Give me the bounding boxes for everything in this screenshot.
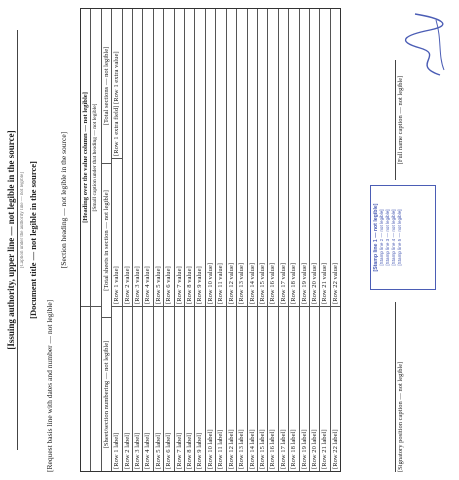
row-label: [Row 12 label] [227,306,236,471]
stamp-line-4: [Stamp line 4 — not legible] [391,209,396,266]
table-row [278,9,288,471]
row-value: [Row 19 value] [300,262,308,304]
table-row [257,9,267,471]
signatory-fullname-caption: [Full name caption — not legible] [395,60,404,180]
table-row [299,9,309,471]
table-row [319,9,329,471]
row-label: [Row 4 label] [143,306,152,471]
table-row [122,9,132,471]
row-value: [Row 10 value] [206,262,214,304]
row-label: [Row 18 label] [289,306,298,471]
row-label: [Row 11 label] [216,306,225,471]
table-row [226,9,236,471]
row-label: [Row 3 label] [133,306,142,471]
row-label: [Row 5 label] [154,306,163,471]
table-row [309,9,319,471]
table-row [194,9,204,471]
row-value: [Row 16 value] [269,262,277,304]
table-row [132,9,142,471]
row-value: [Row 9 value] [196,266,204,304]
stamp-line-5: [Stamp line 5 — not legible] [397,209,402,266]
table-row [247,9,257,471]
document-title: [Document title — not legible in the source] [28,161,38,319]
row-value: [Row 7 value] [175,266,183,304]
table-sheet-line [101,9,111,471]
issuer-caption: [Caption under the authority line — not legible] [20,172,25,268]
row-value: [Row 6 value] [165,266,173,304]
row-value: [Row 1 value] [112,158,121,306]
row-label: [Row 20 label] [310,306,319,471]
object-info-table [80,8,341,472]
total-sections-cell: [Total sections — not legible] [102,46,110,126]
table-header-room [81,9,90,471]
row-label: [Row 19 label] [300,306,309,471]
row-label: [Row 17 label] [279,306,288,471]
signatory-position-caption: [Signatory position caption — not legible] [395,302,404,472]
row-split [112,9,121,306]
row-label: [Row 8 label] [185,306,194,471]
row-value: [Row 5 value] [154,266,162,304]
row-label: [Row 22 label] [331,306,340,471]
table-header-kind-cell: [Small caption under that heading — not legible] [92,103,99,212]
row-value: [Row 21 value] [321,262,329,304]
table-row [205,9,215,471]
table-row [330,9,340,471]
table-header-kind-empty [91,306,100,471]
table-row [288,9,298,471]
section-heading: [Section heading — not legible in the source] [59,131,68,269]
table-row [267,9,277,471]
table-row [184,9,194,471]
handwritten-signature-icon [400,10,450,80]
row-label: [Row 1 label] [112,306,121,471]
row-value: [Row 22 value] [331,262,339,304]
stamp-line-2: [Stamp line 2 — not legible] [379,209,384,266]
table-header-kind [90,9,100,471]
sheet-section-cell: [Sheet/section numbering — not legible] [102,317,111,471]
row-value: [Row 4 value] [144,266,152,304]
table-row [163,9,173,471]
table-row [174,9,184,471]
row-label: [Row 16 label] [268,306,277,471]
row-value: [Row 15 value] [258,262,266,304]
row-label: [Row 10 label] [206,306,215,471]
row-value: [Row 8 value] [186,266,194,304]
table-row [215,9,225,471]
row-label: [Row 9 label] [195,306,204,471]
row-label: [Row 15 label] [258,306,267,471]
row-label: [Row 6 label] [164,306,173,471]
sheet-line-cells [102,9,111,471]
stamp-line-3: [Stamp line 3 — not legible] [385,209,390,266]
row-value: [Row 2 value] [123,266,131,304]
row-value: [Row 17 value] [279,262,287,304]
row-value: [Row 14 value] [248,262,256,304]
request-basis-line: [Request basis line with dates and number — not legible] [45,299,54,472]
total-sheets-section-cell: [Total sheets in section — not legible] [102,163,111,317]
row-value: [Row 3 value] [134,266,142,304]
row-value: [Row 11 value] [217,263,225,304]
row-label: [Row 21 label] [320,306,329,471]
row-value: [Row 13 value] [238,262,246,304]
row-label: [Row 2 label] [123,306,132,471]
table-row [111,9,121,471]
table-row [236,9,246,471]
row-extra-label: [Row 1 extra field] [113,105,121,156]
table-row [142,9,152,471]
table-header-empty [81,306,90,471]
table-header-room-cell: [Heading over the value column — not legible] [82,92,89,223]
row-label: [Row 13 label] [237,306,246,471]
table-row [153,9,163,471]
stamp-line-1: [Stamp line 1 — not legible] [373,203,379,272]
row-value: [Row 20 value] [310,262,318,304]
issuer-line: [Issuing authority, upper line — not legible in the source] [6,30,18,450]
row-value: [Row 12 value] [227,262,235,304]
row-label: [Row 14 label] [248,306,257,471]
row-extra-value [112,10,121,158]
row-label: [Row 7 label] [175,306,184,471]
digital-signature-stamp [370,185,436,290]
row-extra-number: [Row 1 extra value] [113,51,121,104]
row-value: [Row 18 value] [290,262,298,304]
